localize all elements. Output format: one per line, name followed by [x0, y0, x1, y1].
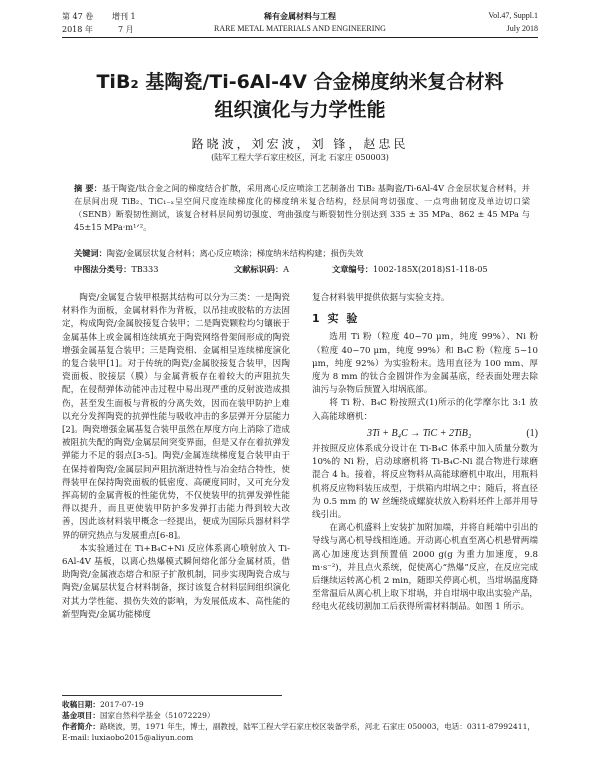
experiment-paragraph-3: 并按照反应体系成分设计在 Ti-B₄C 体系中加入质量分数为 10%的 Ni 粉，启动球磨机将 Ti-B₄C-Ni 混合物进行球磨混合 4 h。接着，将反应物料从高能球磨机中取出，用瓶料机将反应物料装压成型，于烘箱内坩埚之中；随后，将直径为 0.5 mm 的 W 丝缠绕成螺旋状放入粉料坯件上部并用导线引出。: [312, 444, 538, 521]
clc-field: [74, 264, 159, 275]
doc-code-label: 文献标识码：: [234, 264, 284, 274]
doc-code-value: A: [283, 264, 290, 274]
clc-label: 中图法分类号：: [74, 264, 132, 274]
affiliation: (陆军工程大学石家庄校区，河北 石家庄 050003): [211, 153, 389, 162]
author-info-value: 路晓波，男，1971 年生，博士，副教授，陆军工程大学石家庄校区装备学系，河北 石家庄 050003，电话：0311-87992411，: [99, 722, 535, 731]
date-en: July 2018: [506, 24, 538, 33]
equation-1: [312, 427, 538, 440]
author-info: [62, 721, 538, 732]
footnote-rule: [62, 695, 282, 696]
supplement-cn: 增刊 1: [112, 12, 136, 21]
equation-text: 3Ti + B₄C → TiC + 2TiB₂: [366, 427, 472, 439]
volume-en: Vol.47, Suppl.1: [488, 11, 538, 20]
author-email: E-mail: luxiaobo2015@aliyun.com: [62, 733, 194, 742]
article-no-label: 文章编号：: [332, 264, 373, 274]
received-label: 收稿日期：: [62, 700, 100, 709]
running-header: [0, 0, 600, 44]
intro-paragraph-continued: 复合材料装甲提供依据与实验支持。: [312, 293, 450, 303]
fund-info: [62, 710, 538, 721]
year-cn: 2018 年: [62, 25, 93, 34]
footnote: [62, 695, 538, 743]
journal-title-en: RARE METAL MATERIALS AND ENGINEERING: [214, 24, 386, 33]
equation-number: (1): [526, 427, 538, 439]
volume-cn: 第 47 卷: [62, 12, 94, 21]
author-info-label: 作者简介：: [62, 722, 100, 731]
title-line-1: TiB₂ 基陶瓷/Ti-6Al-4V 合金梯度纳米复合材料: [96, 71, 504, 93]
paper-title: [62, 68, 538, 124]
section-heading-experiment: 1 实 验: [312, 312, 360, 326]
experiment-paragraph-2: 将 Ti 粉、B₄C 粉按照式(1)所示的化学摩尔比 3:1 放入高能球磨机：: [312, 398, 538, 422]
abstract-label: 摘 要：: [74, 183, 102, 193]
doc-code-field: [234, 264, 290, 275]
month-cn: 7 月: [118, 25, 134, 34]
keywords: [74, 248, 530, 259]
journal-title-cn: 稀有金属材料与工程: [264, 11, 336, 21]
article-no-field: [332, 264, 488, 275]
received-date: [62, 699, 538, 710]
left-column: [62, 292, 290, 622]
abstract-text: 基于陶瓷/钛合金之间的梯度结合扩散，采用离心反应喷涂工艺制备出 TiB₂ 基陶瓷/Ti-6Al-4V 合金层状复合材料，并在层间出现 TiB₂、TiC₁₋ₓ呈空间尺度连续梯度化的梯度纳米复合结构，经层间弯切强度、一点弯曲韧度及单边切口梁（SENB）断裂韧性测试，该复合材料层间剪切强度、弯曲强度与断裂韧性分别达到 335 ± 35 MPa、862 ± 45 MPa 与 45±15 MPa·m¹ᐟ²。: [74, 183, 530, 232]
fund-label: 基金项目：: [62, 711, 100, 720]
article-no-value: 1002-185X(2018)S1-118-05: [372, 264, 488, 274]
abstract: [74, 182, 530, 234]
experiment-paragraph-4: 在离心机盛料上安装扩加附加端，并将自耗端中引出的导线与离心机导线相连通。开动离心机直至离心机悬臂两端离心加速度达到预置值 2000 g(g 为重力加速度，9.8 m·s⁻²)，并且点火系统，促使离心“热爆”反应，在反应完成后继续运转离心机 2 min，随即关停离心机，当坩埚温度降至常温后从离心机上取下坩埚，并自坩埚中取出实验产品，经电火花线切割加工后获得所需材料制品。如图 1 所示。: [312, 523, 538, 613]
intro-paragraph-1: 陶瓷/金属复合装甲根据其结构可以分为三类：一是陶瓷材料作为面板，金属材料作为背板，以吊挂或胶粘的方法固定，构成陶瓷/金属胶接复合装甲；二是陶瓷颗粒均匀镶嵌于金属基体上或金属相连续填充于陶瓷网络骨架间形成的陶瓷增强金属基复合装甲；三是陶瓷相、金属相呈连续梯度演化的复合装甲[1]。对于传统的陶瓷/金属胶接复合装甲，因陶瓷面板、胶接层（膜）与金属背板存在着较大的声阻抗失配，在侵彻弹体动能冲击过程中易出现严重的反射波造成损伤，甚至发生面板与背板的分离失效，因而在装甲防护上难以充分发挥陶瓷的抗弹性能与吸收冲击的多层弹开分层能力[2]。陶瓷增强金属基复合装甲虽然在厚度方向上消除了造成被阻抗失配的陶瓷/金属层间突变界面，但是又存在着抗弹发弹能力不足的弱点[3-5]。陶瓷/金属连续梯度复合装甲由于在保持着陶瓷/金属层间声阻抗渐进特性与冶金结合特性，使得装甲在保持陶瓷面板的低密度、高硬度同时，又可充分发挥高韧的金属背板的性能优势，不仅使装甲的抗弹发弹性能得以提升，而且更使装甲防护多发弹打击能力得到较大改善，因此该材料装甲概念一经提出，便成为国际兵器材料学界的研究热点与发展重点[6-8]。: [62, 293, 290, 541]
author-list: 路晓波，刘宏波，刘 锋，赵忠民: [191, 137, 409, 151]
keywords-label: 关键词：: [74, 248, 107, 258]
right-column: [312, 292, 538, 615]
title-line-2: 组织演化与力学性能: [214, 99, 386, 121]
clc-value: TB333: [131, 264, 159, 274]
header-rule: [62, 37, 538, 38]
fund-value: 国家自然科学基金（51072229）: [99, 711, 215, 720]
keywords-text: 陶瓷/金属层状复合材料；离心反应喷涂；梯度纳米结构构建；损伤失效: [106, 248, 364, 258]
intro-paragraph-2: 本实验通过在 Ti+B₄C+Ni 反应体系离心喷射放入 Ti-6Al-4V 基板，以离心热爆模式瞬间熔化部分金属材质，借助陶瓷/金属液态熔合和原子扩散机制，同步实现陶瓷合成与陶瓷/金属层状复合材料制备，探讨该复合材料层间组织演化对其力学性能、损伤失效的影响，为发展低成本、高性能的新型陶瓷/金属功能梯度: [62, 543, 290, 620]
experiment-paragraph-1: 选用 Ti 粉（粒度 40~70 μm，纯度 99%）、Ni 粉（粒度 40~70 μm，纯度 99%）和 B₄C 粉（粒度 5~10 μm，纯度 92%）为实验粉末。选用直径为 100 mm、厚度为 8 mm 的钛合金圆饼作为金属基底，经表面处理去除油污与杂物后预置入坩埚底部。: [312, 332, 538, 396]
received-value: 2017-07-19: [99, 700, 144, 709]
